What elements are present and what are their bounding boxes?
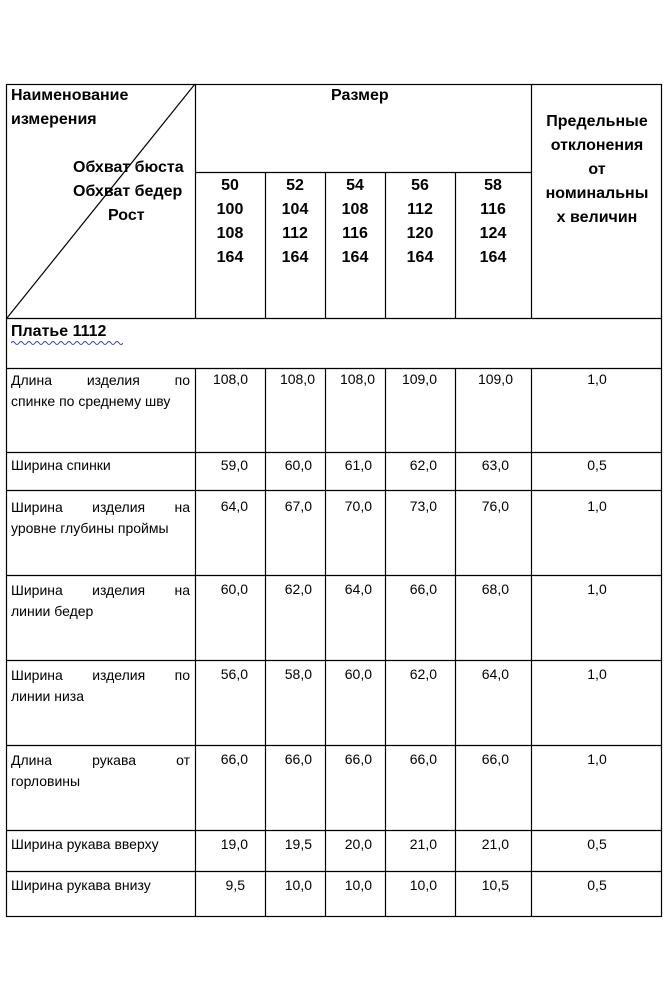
row-3-value-54: 70,0 [344, 498, 372, 514]
hips-52: 112 [282, 225, 308, 242]
size-54: 54 [346, 177, 364, 194]
size-56: 56 [411, 177, 429, 194]
row-6-value-58: 66,0 [481, 751, 509, 767]
row-5-value-50: 56,0 [220, 666, 248, 682]
row-5-value-52: 58,0 [284, 666, 312, 682]
row-2-value-54: 61,0 [344, 457, 372, 473]
row-3-label-line1: Ширина изделия на [11, 499, 190, 515]
row-1-value-58: 109,0 [477, 371, 513, 387]
size-50: 50 [221, 177, 239, 194]
row-7-value-50: 19,0 [220, 836, 248, 852]
measure-title-line1: Наименование [11, 87, 129, 104]
spellcheck-underline [11, 340, 123, 346]
row-8-value-50: 9,5 [225, 877, 245, 893]
row-4-value-54: 64,0 [344, 581, 372, 597]
row-4-label-line1: Ширина изделия на [11, 582, 190, 598]
row-8-value-58: 10,5 [481, 877, 509, 893]
row-1-label-line2: спинке по среднему шву [11, 393, 171, 409]
row-7-tolerance: 0,5 [587, 836, 607, 852]
tolerance-line-1: Предельные [546, 113, 648, 130]
row-7-value-56: 21,0 [409, 836, 437, 852]
hips-54: 116 [342, 225, 368, 242]
row-8-value-56: 10,0 [409, 877, 437, 893]
row-7-value-58: 21,0 [481, 836, 509, 852]
size-58: 58 [484, 177, 502, 194]
row-1-value-56: 109,0 [401, 371, 437, 387]
row-2-tolerance: 0,5 [587, 457, 607, 473]
row-5-label-line2: линии низа [11, 688, 85, 704]
hips-50: 108 [216, 225, 244, 242]
height-54: 164 [341, 249, 369, 266]
hips-56: 120 [406, 225, 434, 242]
row-1-value-50: 108,0 [212, 371, 248, 387]
height-58: 164 [479, 249, 507, 266]
row-6-value-56: 66,0 [409, 751, 437, 767]
bust-50: 100 [216, 201, 244, 218]
bust-56: 112 [407, 201, 433, 218]
height-label: Рост [108, 207, 145, 224]
row-3-value-56: 73,0 [409, 498, 437, 514]
height-56: 164 [406, 249, 434, 266]
row-4-label-line2: линии бедер [11, 603, 94, 619]
row-8-value-54: 10,0 [344, 877, 372, 893]
row-4-value-52: 62,0 [284, 581, 312, 597]
size-label: Размер [331, 87, 389, 104]
row-1-tolerance: 1,0 [587, 371, 607, 387]
row-6-label-line2: горловины [11, 773, 81, 789]
row-1-value-54: 108,0 [339, 371, 375, 387]
tolerance-line-4: номинальны [545, 185, 649, 202]
hips-58: 124 [479, 225, 507, 242]
section-title: Платье 1112 [11, 323, 107, 340]
row-2-value-58: 63,0 [481, 457, 509, 473]
row-2-label-line1: Ширина спинки [11, 457, 111, 473]
row-3-value-58: 76,0 [481, 498, 509, 514]
row-5-value-54: 60,0 [344, 666, 372, 682]
row-8-value-52: 10,0 [284, 877, 312, 893]
row-7-value-54: 20,0 [344, 836, 372, 852]
row-6-value-52: 66,0 [284, 751, 312, 767]
row-3-value-52: 67,0 [284, 498, 312, 514]
row-5-value-58: 64,0 [481, 666, 509, 682]
tolerance-line-3: от [588, 161, 606, 178]
row-5-value-56: 62,0 [409, 666, 437, 682]
measure-title-line2: измерения [11, 111, 97, 128]
row-5-tolerance: 1,0 [587, 666, 607, 682]
row-4-value-58: 68,0 [481, 581, 509, 597]
row-8-tolerance: 0,5 [587, 877, 607, 893]
row-4-value-56: 66,0 [409, 581, 437, 597]
bust-58: 116 [480, 201, 506, 218]
row-3-label-line2: уровне глубины проймы [11, 520, 169, 536]
row-6-value-50: 66,0 [220, 751, 248, 767]
bust-54: 108 [341, 201, 369, 218]
row-3-tolerance: 1,0 [587, 498, 607, 514]
row-7-value-52: 19,5 [284, 836, 312, 852]
height-50: 164 [216, 249, 244, 266]
row-3-value-50: 64,0 [220, 498, 248, 514]
row-6-tolerance: 1,0 [587, 751, 607, 767]
row-6-label-line1: Длина рукава от [11, 752, 190, 768]
row-4-tolerance: 1,0 [587, 581, 607, 597]
row-2-value-52: 60,0 [284, 457, 312, 473]
hips-label: Обхват бедер [73, 183, 183, 200]
size-52: 52 [286, 177, 304, 194]
row-1-label-line1: Длина изделия по [11, 372, 190, 388]
row-6-value-54: 66,0 [344, 751, 372, 767]
row-5-label-line1: Ширина изделия по [11, 667, 190, 683]
tolerance-line-5: х величин [556, 209, 638, 226]
row-2-value-50: 59,0 [220, 457, 248, 473]
row-1-value-52: 108,0 [279, 371, 315, 387]
height-52: 164 [281, 249, 309, 266]
tolerance-line-2: отклонения [550, 137, 644, 154]
row-8-label-line1: Ширина рукава внизу [11, 877, 151, 893]
row-2-value-56: 62,0 [409, 457, 437, 473]
row-7-label-line1: Ширина рукава вверху [11, 836, 159, 852]
bust-label: Обхват бюста [73, 159, 184, 176]
row-4-value-50: 60,0 [220, 581, 248, 597]
bust-52: 104 [281, 201, 309, 218]
